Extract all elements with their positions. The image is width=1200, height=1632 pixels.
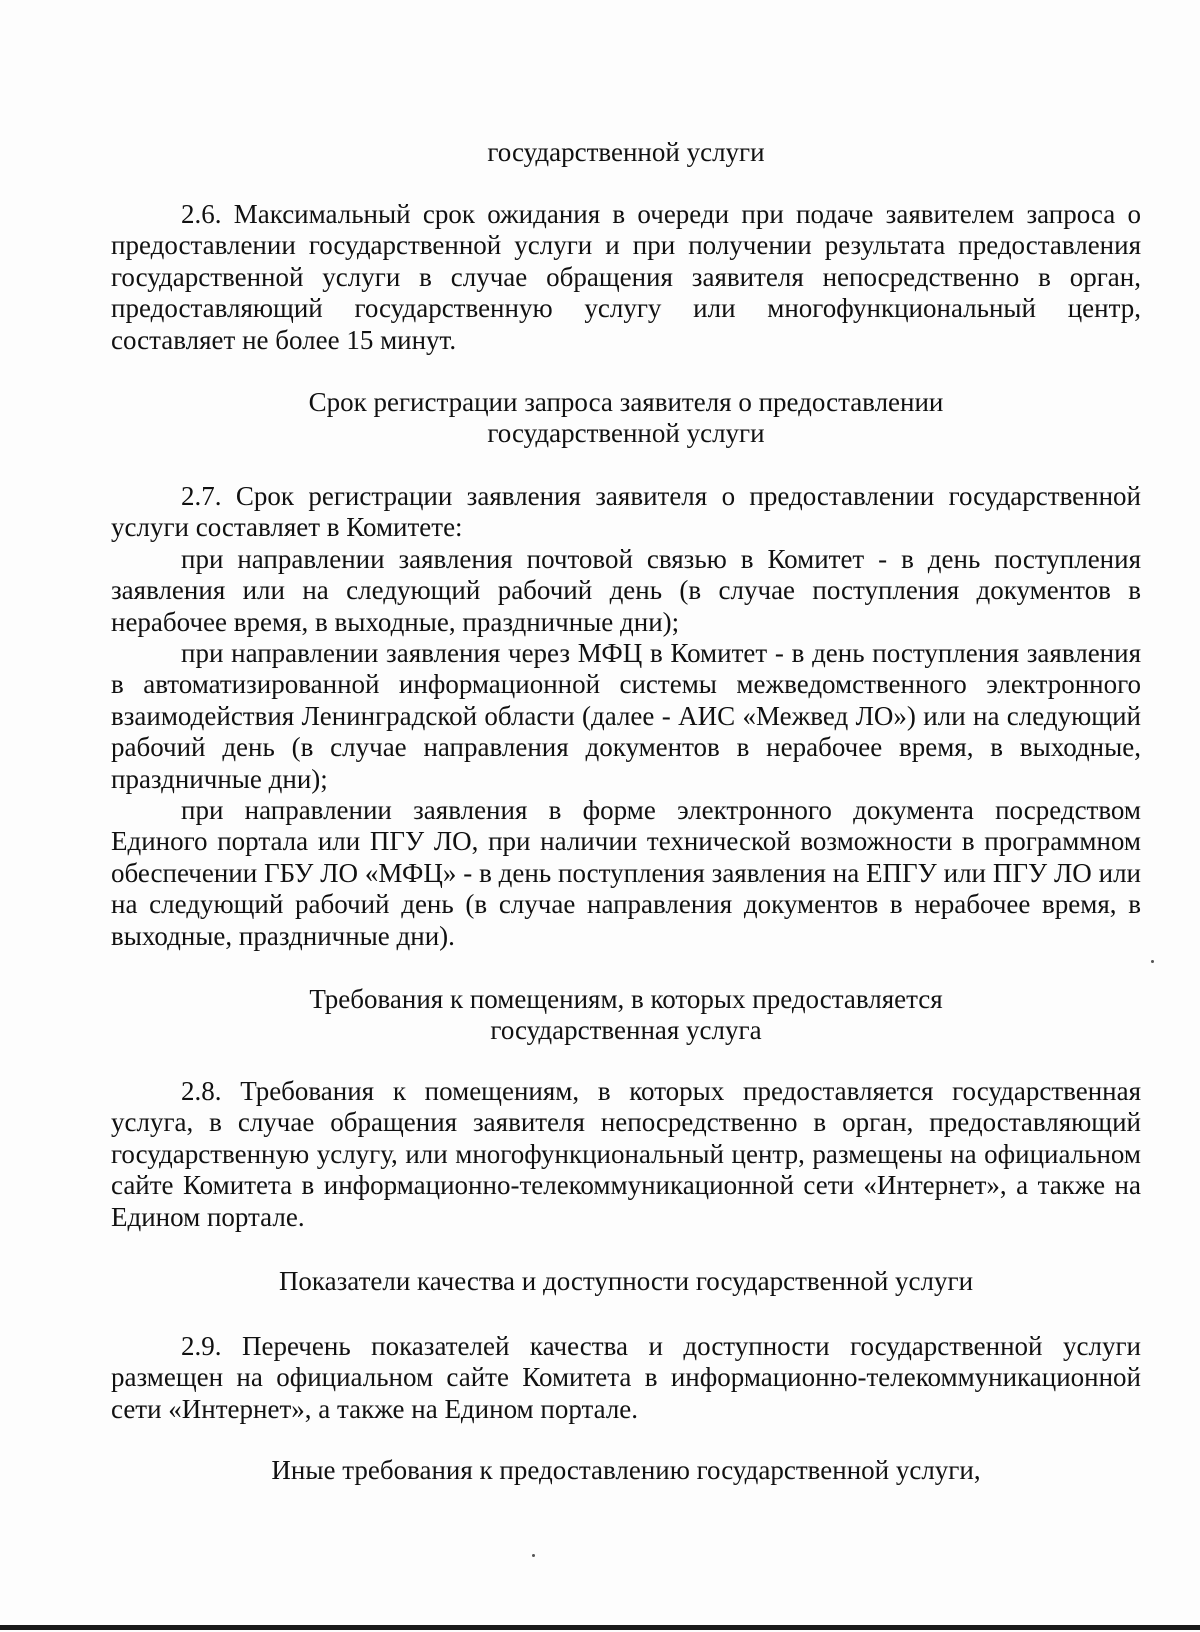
heading-line-1: Требования к помещениям, в которых предоставляется: [309, 984, 943, 1014]
section-2-6: [111, 199, 1141, 356]
section-2-9: [111, 1331, 1141, 1425]
scan-speck: [1151, 960, 1154, 963]
section-2-8: [111, 1076, 1141, 1233]
heading-line-2: государственная услуга: [490, 1015, 762, 1046]
heading-line-1: Показатели качества и доступности государственной услуги: [278, 1266, 974, 1296]
paragraph-2-8: 2.8. Требования к помещениям, в которых предоставляется государственная услуга, в случае обращения заявителя непосредственно в орган, предоставляющий государственную услугу, или многофункциональный центр, размещены на официальном сайте Комитета в информационно-телекоммуникационной сети «Интернет», а также на Едином портале.: [111, 1076, 1141, 1232]
heading-other-requirements: [111, 1455, 1141, 1486]
scan-speck: [532, 1554, 535, 1557]
heading-line-1: Срок регистрации запроса заявителя о предоставлении: [308, 387, 944, 417]
section-2-7: [111, 481, 1141, 952]
paragraph-2-7-intro: 2.7. Срок регистрации заявления заявителя о предоставлении государственной услуги составляет в Комитете:: [111, 481, 1141, 543]
paragraph-2-7-mfc: при направлении заявления через МФЦ в Комитет - в день поступления заявления в автоматизированной информационной системы межведомственного электронного взаимодействия Ленинградской области (далее - АИС «Межвед ЛО») или на следующий рабочий день (в случае направления документов в нерабочее время, в выходные, праздничные дни);: [111, 638, 1141, 794]
heading-premises: [111, 984, 1141, 1047]
heading-quality-indicators: [111, 1266, 1141, 1297]
heading-line-2: государственной услуги: [487, 418, 765, 449]
top-heading: [111, 137, 1141, 168]
heading-registration-term: [111, 387, 1141, 450]
top-heading-line: государственной услуги: [487, 137, 765, 167]
paragraph-2-6: 2.6. Максимальный срок ожидания в очереди при подаче заявителем запроса о предоставлении государственной услуги и при получении результата предоставления государственной услуги в случае обращения заявителя непосредственно в орган, предоставляющий государственную услугу или многофункциональный центр, составляет не более 15 минут.: [111, 199, 1141, 355]
heading-line-1: Иные требования к предоставлению государственной услуги,: [271, 1455, 981, 1485]
paragraph-2-7-post: при направлении заявления почтовой связью в Комитет - в день поступления заявления или на следующий рабочий день (в случае поступления документов в нерабочее время, в выходные, праздничные дни);: [111, 543, 1141, 637]
paragraph-2-7-electronic: при направлении заявления в форме электронного документа посредством Единого портала или ПГУ ЛО, при наличии технической возможности в программном обеспечении ГБУ ЛО «МФЦ» - в день поступления заявления на ЕПГУ или ПГУ ЛО или на следующий рабочий день (в случае направления документов в нерабочее время, в выходные, праздничные дни).: [111, 795, 1141, 951]
paragraph-2-9: 2.9. Перечень показателей качества и доступности государственной услуги размещен на официальном сайте Комитета в информационно-телекоммуникационной сети «Интернет», а также на Едином портале.: [111, 1331, 1141, 1424]
scan-bottom-edge: [0, 1625, 1200, 1630]
